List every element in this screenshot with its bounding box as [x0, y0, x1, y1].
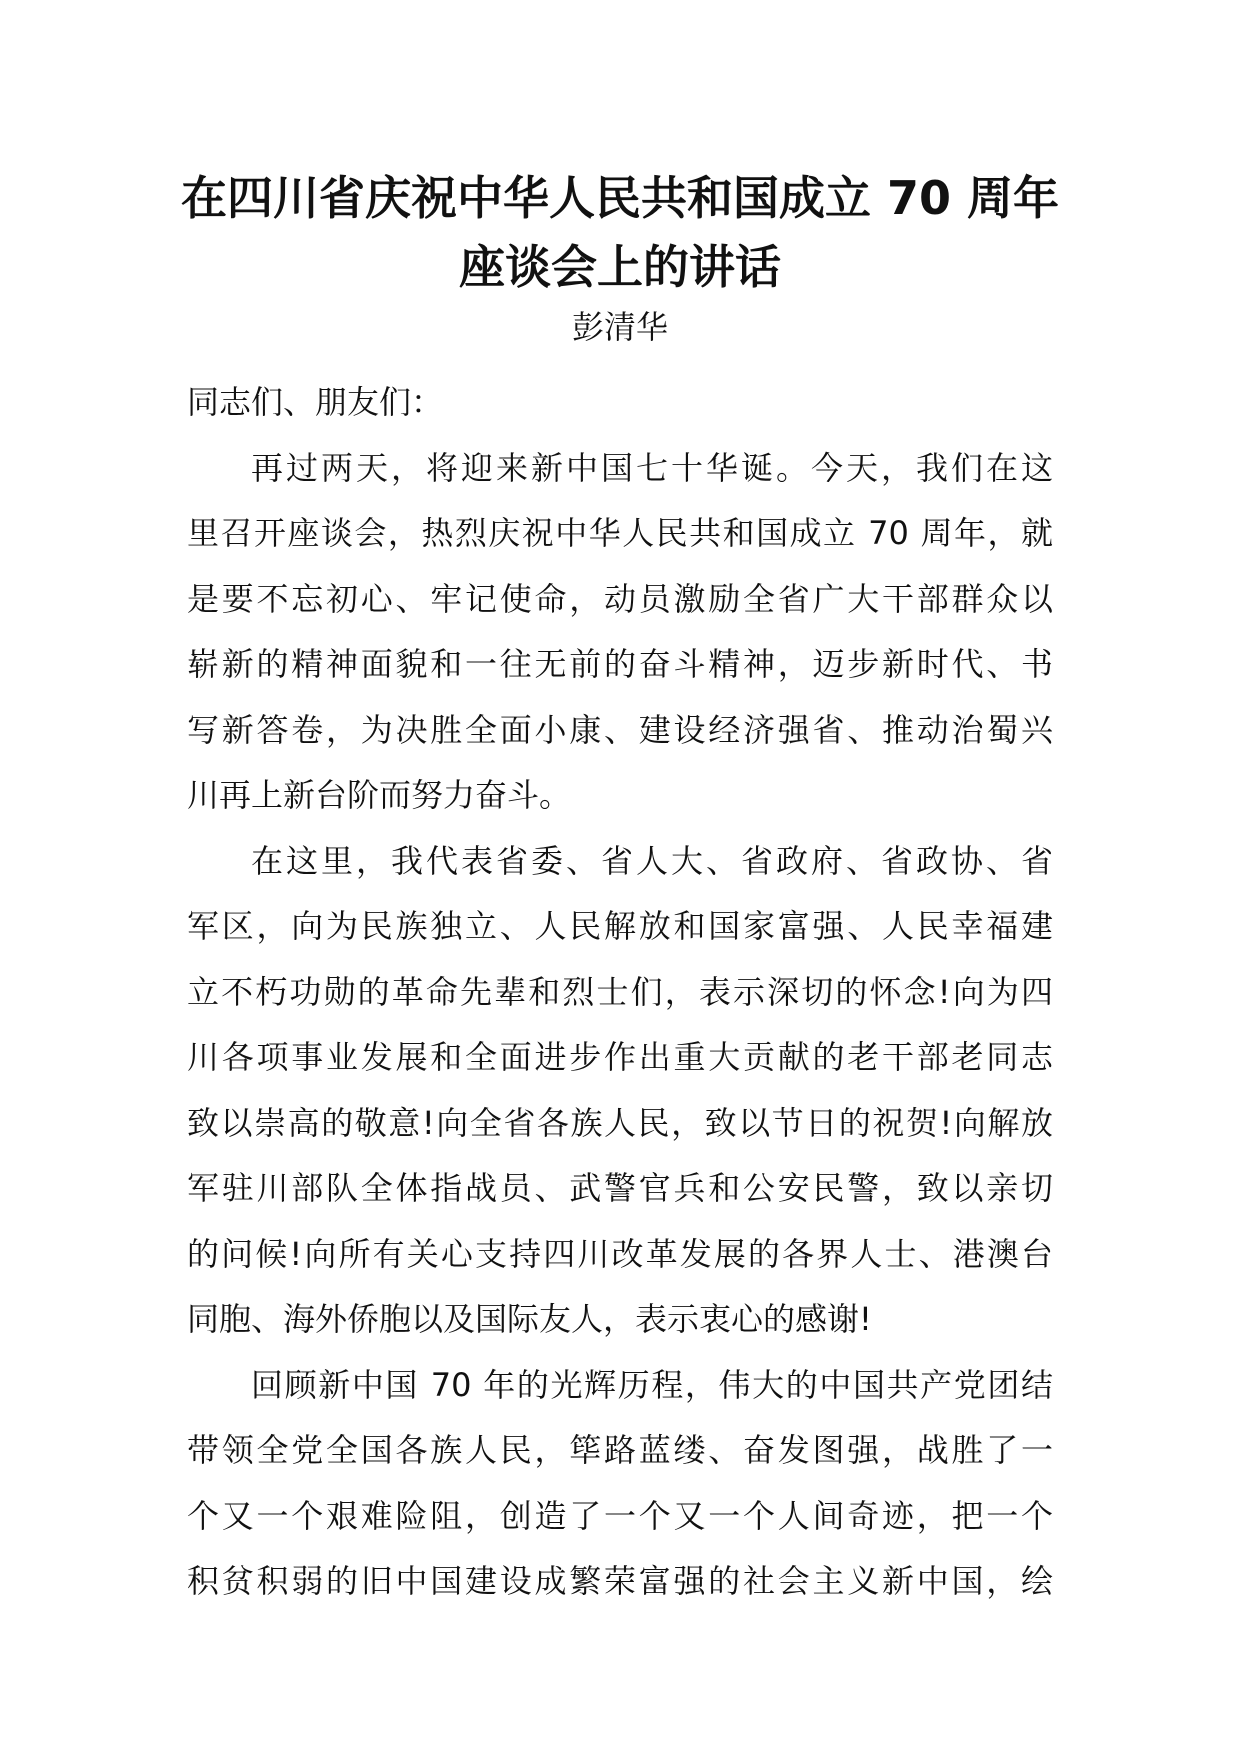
- paragraph-2: [187, 829, 1053, 1353]
- paragraph-line: 同胞、海外侨胞以及国际友人，表示衷心的感谢!: [187, 1300, 872, 1338]
- paragraph-line: 的问候!向所有关心支持四川改革发展的各界人士、港澳台: [187, 1234, 1053, 1273]
- paragraph-line: 个又一个艰难险阻，创造了一个又一个人间奇迹，把一个: [187, 1496, 1053, 1535]
- paragraph-line: 是要不忘初心、牢记使命，动员激励全省广大干部群众以: [187, 579, 1053, 618]
- paragraph-3: [187, 1353, 1053, 1615]
- paragraph-1: [187, 436, 1053, 829]
- paragraph-line: 在这里，我代表省委、省人大、省政府、省政协、省: [251, 841, 1053, 880]
- document-title-line-1: 在四川省庆祝中华人民共和国成立 70 周年: [180, 171, 1060, 225]
- author-name: 彭清华: [571, 308, 668, 346]
- paragraph-line: 川各项事业发展和全面进步作出重大贡献的老干部老同志: [187, 1038, 1053, 1076]
- paragraph-line: 回顾新中国 70 年的光辉历程，伟大的中国共产党团结: [251, 1365, 1053, 1404]
- paragraph-line: 立不朽功勋的革命先辈和烈士们，表示深切的怀念!向为四: [187, 972, 1053, 1011]
- paragraph-line: 积贫积弱的旧中国建设成繁荣富强的社会主义新中国，绘: [187, 1562, 1053, 1600]
- paragraph-line: 致以崇高的敬意!向全省各族人民，致以节日的祝贺!向解放: [187, 1103, 1053, 1142]
- paragraph-line: 写新答卷，为决胜全面小康、建设经济强省、推动治蜀兴: [187, 710, 1053, 749]
- greeting: 同志们、朋友们：: [187, 383, 444, 421]
- paragraph-line: 川再上新台阶而努力奋斗。: [187, 776, 572, 814]
- paragraph-line: 再过两天，将迎来新中国七十华诞。今天，我们在这: [251, 448, 1053, 487]
- document-body: [187, 370, 1053, 1615]
- paragraph-line: 崭新的精神面貌和一往无前的奋斗精神，迈步新时代、书: [187, 645, 1053, 683]
- paragraph-line: 军驻川部队全体指战员、武警官兵和公安民警，致以亲切: [187, 1169, 1053, 1207]
- paragraph-line: 里召开座谈会，热烈庆祝中华人民共和国成立 70 周年，就: [187, 514, 1053, 552]
- paragraph-line: 军区，向为民族独立、人民解放和国家富强、人民幸福建: [187, 907, 1053, 945]
- document-title-line-2: 座谈会上的讲话: [459, 240, 781, 294]
- paragraph-line: 带领全党全国各族人民，筚路蓝缕、奋发图强，战胜了一: [187, 1431, 1053, 1469]
